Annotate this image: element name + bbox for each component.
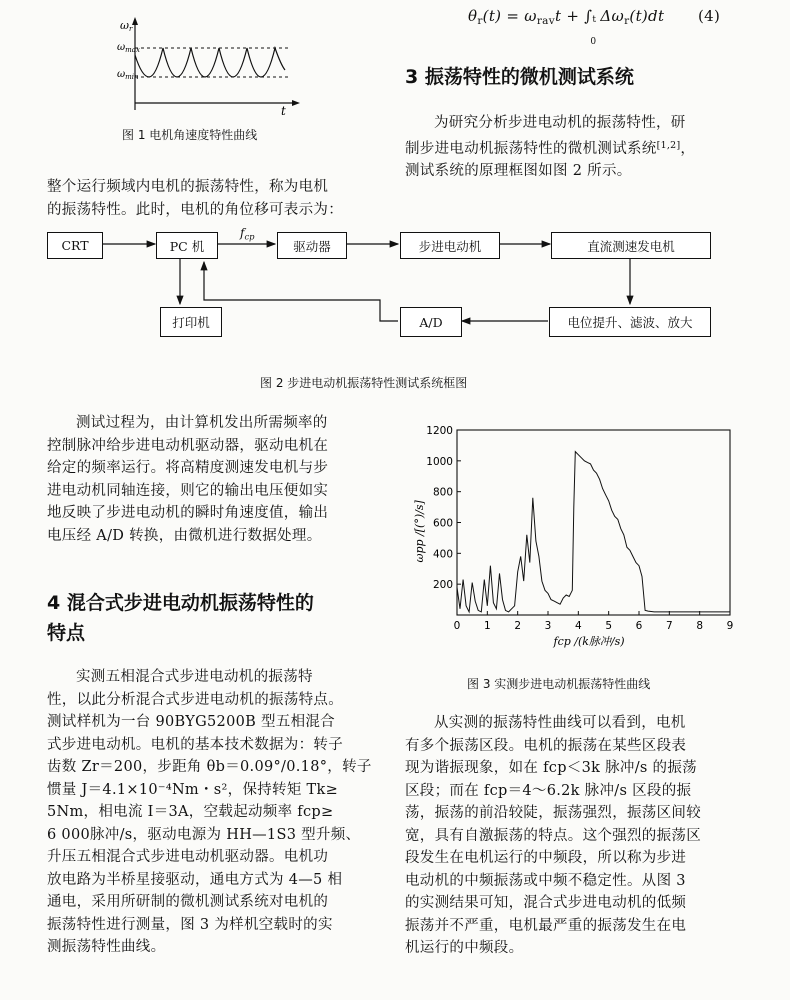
right-line-2: 有多个振荡区段。电机的振荡在某些区段表 [405, 737, 687, 754]
fig3-x-tick-label: 9 [726, 620, 734, 632]
fig3-x-tick-label: 0 [453, 620, 461, 632]
fig2-box-pc: PC 机 [156, 232, 218, 259]
fig3-y-tick-label: 1200 [426, 425, 453, 437]
fig1-ymax-sub: max [125, 46, 140, 54]
right-line-5: 荡，振荡的前沿较陡，振荡强烈，振荡区间较 [405, 805, 701, 821]
sec4-line-7: 5Nm，相电流 I＝3A，空载起动频率 fcp≥ [47, 804, 334, 820]
fig1-caption: 图 1 电机角速度特性曲线 [122, 128, 258, 142]
sec4-line-6: 惯量 J＝4.1×10⁻⁴Nm・s²，保持转矩 Tk≥ [47, 781, 339, 798]
section4-heading [47, 588, 314, 648]
section3-ref: [1,2] [656, 139, 681, 151]
formula-number: (4) [698, 7, 721, 25]
fig3-x-tick-label: 8 [696, 620, 704, 632]
fig1-y-axis-label [120, 19, 133, 33]
fig3-x-tick-label: 4 [574, 620, 582, 632]
sec4-line-1: 实测五相混合式步进电动机的振荡特 [76, 669, 313, 685]
sec4-line-3: 测试样机为一台 90BYG5200B 型五相混合 [47, 714, 335, 730]
sec4-line-5: 齿数 Zr＝200，步距角 θb＝0.09°/0.18°，转子 [47, 759, 372, 775]
section3-line-2-end: ， [680, 140, 696, 157]
fig2-fcp-label [240, 226, 255, 242]
formula-theta: θ [468, 7, 478, 25]
sec4-line-4: 式步进电动机。电机的基本技术数据为：转子 [47, 736, 343, 753]
right-line-10: 振荡并不严重，电机最严重的振荡发生在电 [405, 917, 687, 934]
formula-theta-sub: r [477, 15, 483, 28]
fig3-x-tick-label: 7 [665, 620, 673, 632]
section4-heading-line-2: 特点 [47, 622, 86, 644]
sec4-line-11: 通电，采用所研制的微机测试系统对电机的 [47, 894, 329, 910]
right-line-3: 现为谐振现象，如在 fcp＜3k 脉冲/s 的振荡 [405, 760, 697, 776]
fig2-box-tacho: 直流测速发电机 [551, 232, 711, 259]
test-line-2: 控制脉冲给步进电动机驱动器，驱动电机在 [47, 437, 329, 454]
fig3-x-tick-label: 2 [514, 620, 522, 632]
left-top-paragraph [47, 176, 392, 221]
fig3-y-axis-label: ωpp /[(°)/s] [413, 500, 426, 563]
fig3-y-tick-label: 200 [432, 579, 453, 592]
fig1-ymin-sub: min [125, 73, 139, 81]
fig2-box-driver: 驱动器 [277, 232, 347, 259]
fig2-fcp-sub: cp [244, 231, 255, 242]
test-line-3: 给定的频率运行。将高精度测速发电机与步 [47, 460, 329, 476]
sec4-line-10: 放电路为半桥星接驱动，通电方式为 4—5 相 [47, 871, 343, 888]
fig2-fcp-f: f [240, 226, 245, 240]
fig2-box-motor: 步进电动机 [400, 232, 500, 259]
formula-delta-omega-sub: r [624, 15, 630, 28]
formula-int-lower: 0 [590, 37, 597, 47]
section3-line-1: 为研究分析步进电动机的振荡特性，研 [434, 115, 686, 131]
left-top-line-1: 整个运行频域内电机的振荡特性，称为电机 [47, 179, 329, 195]
formula-rav-sub: rav [536, 15, 555, 28]
fig2-arrow-ad-pc [204, 262, 398, 321]
fig2-box-printer: 打印机 [160, 307, 222, 337]
sec4-line-12: 振荡特性进行测量，图 3 为样机空载时的实 [47, 916, 333, 933]
formula-rhs-mid: t + ∫ [554, 7, 593, 25]
fig3-x-tick-label: 3 [544, 620, 552, 632]
fig1-y-omega: ω [120, 19, 129, 32]
fig1-oscillation-curve [135, 48, 285, 77]
fig1-ymax-label [117, 42, 140, 54]
section3-line-2 [405, 135, 785, 161]
section3-heading: 3 振荡特性的微机测试系统 [405, 66, 634, 88]
section4-heading-line-1: 4 混合式步进电动机振荡特性的 [47, 592, 314, 614]
sec4-line-9: 升压五相混合式步进电动机驱动器。电机功 [47, 849, 329, 865]
formula-tail: (t)dt [629, 7, 665, 25]
sec4-line-2: 性，以此分析混合式步进电动机的振荡特点。 [47, 691, 343, 708]
fig2-box-amp: 电位提升、滤波、放大 [549, 307, 711, 337]
fig3-oscillation-chart [405, 420, 745, 650]
fig2-box-ad: A/D [400, 307, 462, 337]
right-analysis-paragraph [405, 712, 785, 960]
fig2-caption: 图 2 步进电动机振荡特性测试系统框图 [260, 376, 468, 390]
fig3-y-tick-label: 800 [432, 486, 453, 499]
fig3-series-line [457, 452, 730, 612]
section3-line-2-text: 制步进电动机振荡特性的微机测试系统 [405, 140, 657, 157]
fig1-y-arrow [132, 17, 138, 25]
fig3-caption: 图 3 实测步进电动机振荡特性曲线 [467, 677, 651, 691]
right-line-1: 从实测的振荡特性曲线可以看到，电机 [434, 715, 686, 731]
right-line-6: 宽，具有自激振荡的特点。这个强烈的振荡区 [405, 827, 701, 844]
right-line-4: 区段；而在 fcp＝4～6.2k 脉冲/s 区段的振 [405, 782, 692, 799]
sec4-line-8: 6 000脉冲/s，驱动电源为 HH—1S3 型升频、 [47, 826, 361, 843]
sec4-line-13: 测振荡特性曲线。 [47, 939, 166, 955]
test-line-5: 地反映了步进电动机的瞬时角速度值，输出 [47, 505, 329, 521]
right-line-11: 机运行的中频段。 [405, 940, 524, 956]
fig3-y-tick-label: 1000 [426, 455, 453, 468]
section4-paragraph [47, 666, 392, 959]
formula-4 [468, 5, 665, 47]
test-line-6: 电压经 A/D 转换，由微机进行数据处理。 [47, 527, 322, 544]
fig1-ymin-label [117, 69, 139, 81]
fig3-x-tick-label: 1 [483, 620, 491, 632]
test-line-4: 进电动机同轴连接，则它的输出电压便如实 [47, 482, 329, 499]
fig3-y-tick-label: 400 [432, 548, 453, 561]
fig3-x-tick-label: 5 [605, 620, 613, 632]
right-line-7: 段发生在电机运行的中频段，所以称为步进 [405, 850, 687, 866]
fig2-box-crt: CRT [47, 232, 103, 259]
test-line-1: 测试过程为，由计算机发出所需频率的 [76, 415, 328, 431]
left-top-line-2: 的振荡特性。此时，电机的角位移可表示为： [47, 201, 343, 218]
fig1-ymin-omega: ω [117, 69, 126, 80]
right-line-8: 电动机的中频振荡或中频不稳定性。从图 3 [405, 872, 686, 889]
section3-line-3: 测试系统的原理框图如图 2 所示。 [405, 163, 632, 180]
formula-int-upper: t [592, 15, 597, 25]
fig3-y-tick-label: 600 [432, 517, 453, 530]
fig1-x-axis-label: t [281, 104, 286, 115]
right-line-9: 的实测结果可知，混合式步进电动机的低频 [405, 895, 687, 911]
fig1-ymax-omega: ω [117, 42, 126, 53]
fig3-x-tick-label: 6 [635, 620, 643, 632]
formula-lhs-arg: (t) = ω [482, 7, 537, 25]
fig3-x-axis-label: fcp /(k脉冲/s) [553, 635, 625, 648]
test-process-paragraph [47, 412, 392, 547]
fig1-velocity-curve [95, 15, 310, 115]
section3-paragraph [405, 112, 785, 183]
fig1-y-sub: r [128, 25, 133, 33]
fig1-x-arrow [292, 100, 300, 106]
formula-delta-omega: Δω [600, 7, 625, 25]
